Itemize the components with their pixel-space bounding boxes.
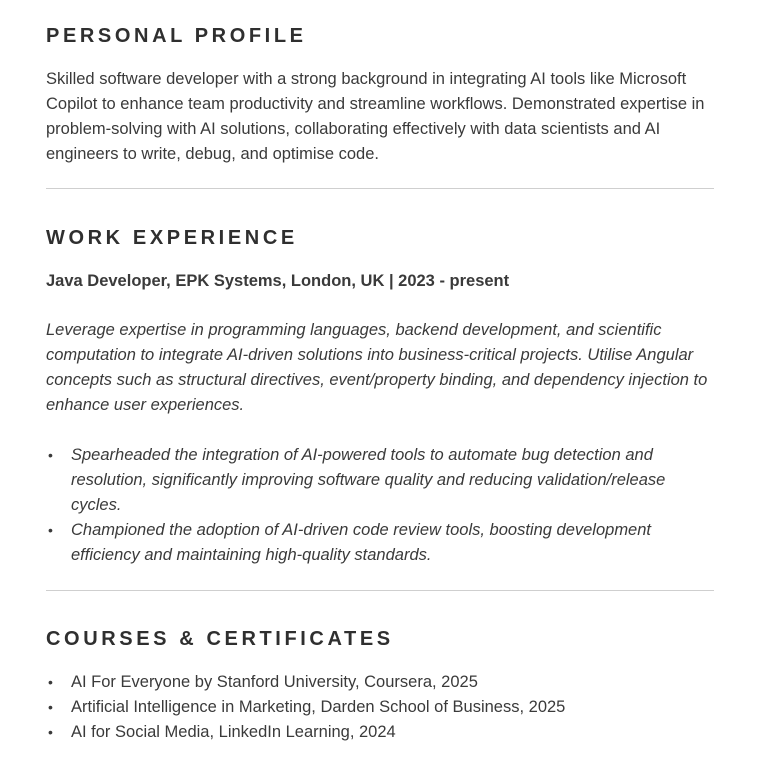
list-item <box>46 720 714 745</box>
work-experience-section <box>46 224 714 568</box>
section-divider <box>46 590 714 591</box>
job-achievements-list <box>46 443 714 568</box>
achievement-text: Spearheaded the integration of AI-powered tools to automate bug detection and resolution, significantly improving software quality and reducing validation/release cycles. <box>71 446 666 514</box>
list-item <box>46 518 714 568</box>
section-divider <box>46 188 714 189</box>
list-item <box>46 695 714 720</box>
bullet-icon: • <box>48 522 53 538</box>
personal-profile-text: Skilled software developer with a strong background in integrating AI tools like Microsoft Copilot to enhance team productivity and streamline workflows. Demonstrated expertise in problem-solving with AI solutions, collaborating effectively with data scientists and AI engineers to write, debug, and optimise code. <box>46 70 705 163</box>
course-text: AI for Social Media, LinkedIn Learning, 2024 <box>71 723 396 741</box>
achievement-text: Championed the adoption of AI-driven code review tools, boosting development efficiency and maintaining high-quality standards. <box>71 521 651 564</box>
job-heading: Java Developer, EPK Systems, London, UK | 2023 - present <box>46 272 510 290</box>
bullet-icon: • <box>48 447 53 463</box>
list-item <box>46 670 714 695</box>
course-text: AI For Everyone by Stanford University, Coursera, 2025 <box>71 673 478 691</box>
courses-certificates-heading: COURSES & CERTIFICATES <box>46 628 394 650</box>
personal-profile-section <box>46 22 714 167</box>
courses-certificates-section <box>46 625 714 745</box>
bullet-icon: • <box>48 724 53 740</box>
list-item <box>46 443 714 518</box>
job-summary: Leverage expertise in programming languages, backend development, and scientific computation to integrate AI-driven solutions into business-critical projects. Utilise Angular concepts such as structural directives, event/property binding, and dependency injection to enhance user experiences. <box>46 321 708 414</box>
personal-profile-heading: PERSONAL PROFILE <box>46 25 307 47</box>
work-experience-heading: WORK EXPERIENCE <box>46 227 298 249</box>
course-text: Artificial Intelligence in Marketing, Darden School of Business, 2025 <box>71 698 566 716</box>
bullet-icon: • <box>48 674 53 690</box>
bullet-icon: • <box>48 699 53 715</box>
courses-list <box>46 670 714 745</box>
